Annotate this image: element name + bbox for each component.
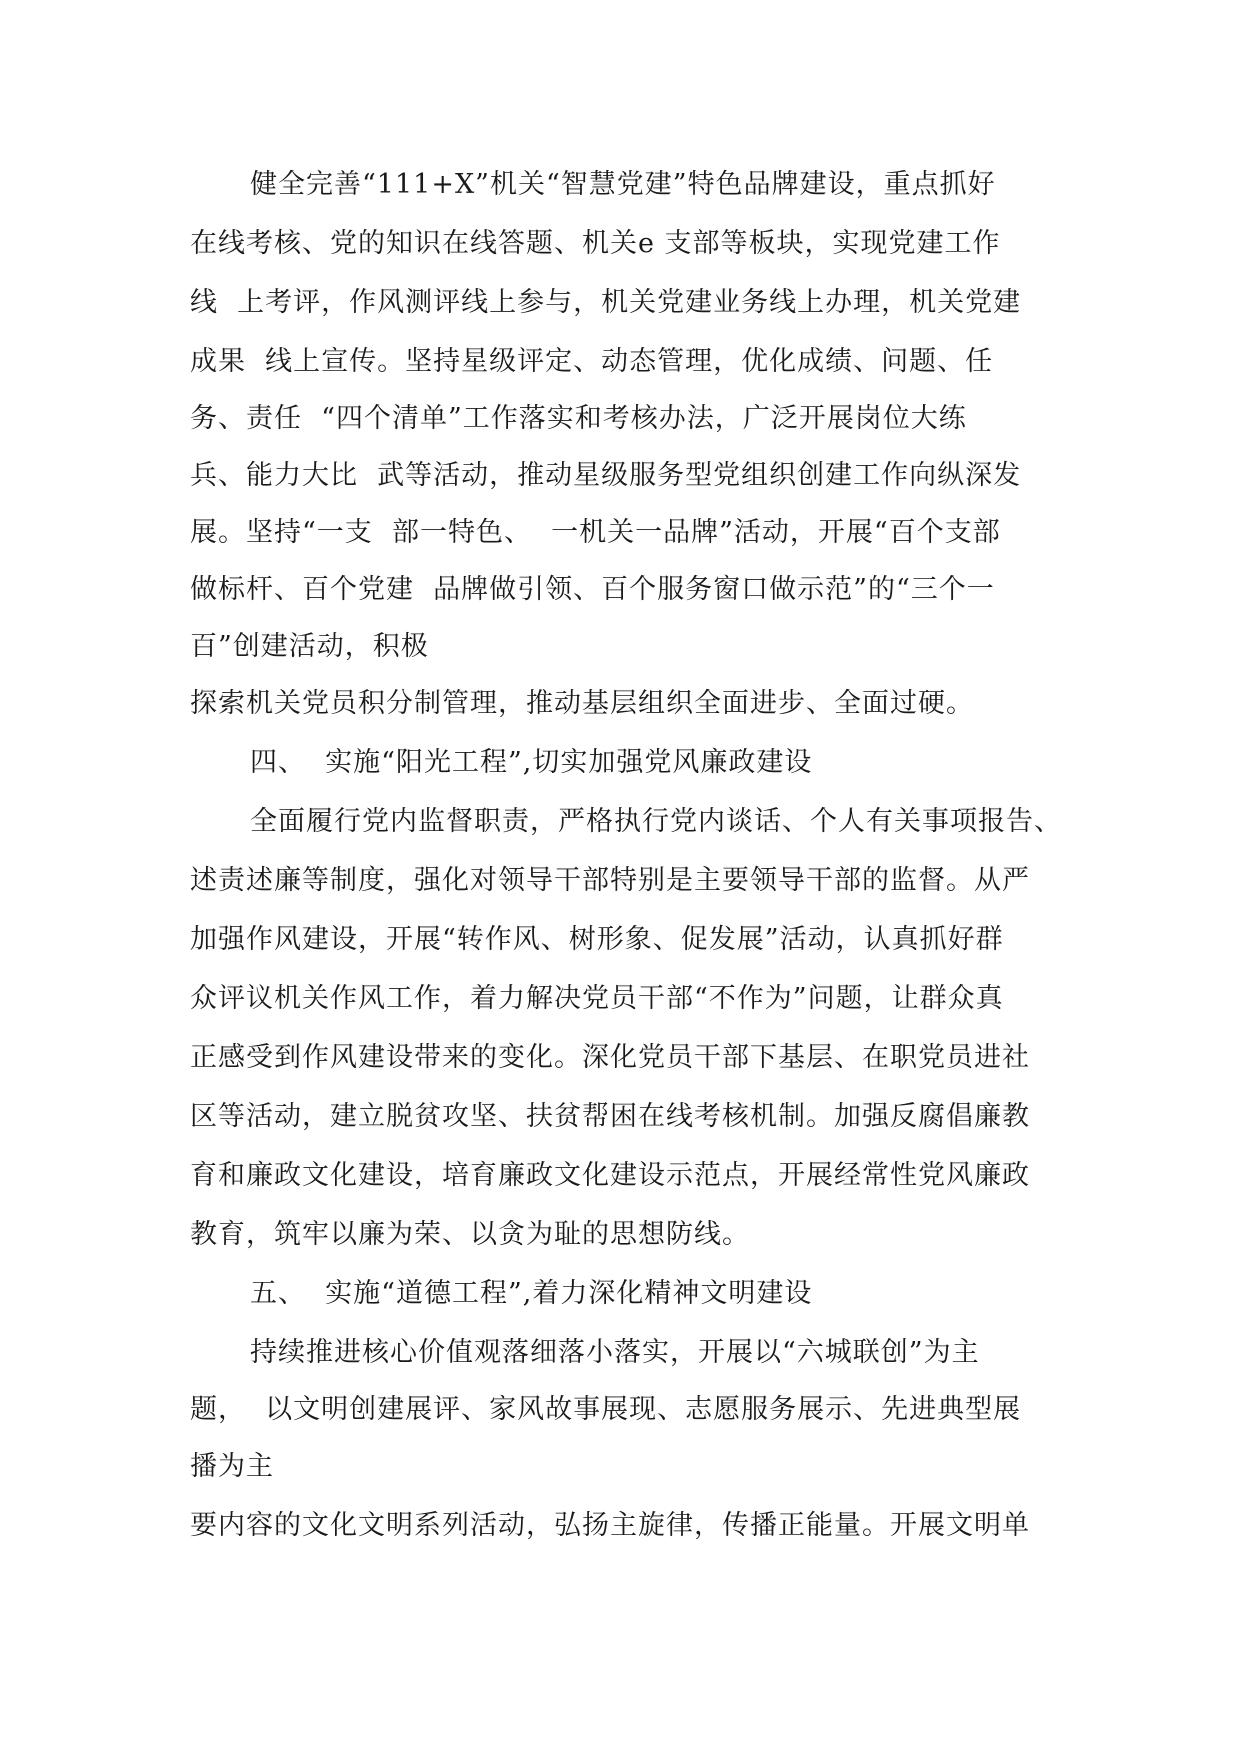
paragraph-line: 在线考核、党的知识在线答题、机关e 支部等板块，实现党建工作 <box>190 228 1001 259</box>
paragraph-line: 健全完善“111+X”机关“智慧党建”特色品牌建设，重点抓好 <box>250 169 996 200</box>
section-heading-5: 五、 实施“道德工程”,着力深化精神文明建设 <box>250 1278 813 1309</box>
paragraph-line: 教育，筑牢以廉为荣、以贪为耻的思想防线。 <box>190 1219 750 1250</box>
paragraph-line: 展。坚持“一支 部一特色、 一机关一品牌”活动，开展“百个支部 <box>190 517 1001 548</box>
paragraph-line: 兵、能力大比 武等活动，推动星级服务型党组织创建工作向纵深发 <box>190 460 1022 491</box>
paragraph-line: 题， 以文明创建展评、家风故事展现、志愿服务展示、先进典型展 <box>190 1394 1022 1425</box>
paragraph-line: 要内容的文化文明系列活动，弘扬主旋律，传播正能量。开展文明单 <box>190 1510 1030 1541</box>
paragraph-line: 述责述廉等制度，强化对领导干部特别是主要领导干部的监督。从严 <box>190 865 1030 896</box>
paragraph-line: 播为主 <box>190 1451 274 1482</box>
paragraph-line: 做标杆、百个党建 品牌做引领、百个服务窗口做示范”的“三个一 <box>190 574 995 605</box>
paragraph-line: 正感受到作风建设带来的变化。深化党员干部下基层、在职党员进社 <box>190 1042 1030 1073</box>
paragraph-line: 务、责任 “四个清单”工作落实和考核办法，广泛开展岗位大练 <box>190 403 967 434</box>
paragraph-line: 百”创建活动，积极 <box>190 631 429 662</box>
paragraph-line: 区等活动，建立脱贫攻坚、扶贫帮困在线考核机制。加强反腐倡廉教 <box>190 1101 1030 1132</box>
section-heading-4: 四、 实施“阳光工程”,切实加强党风廉政建设 <box>250 747 813 778</box>
paragraph-line: 成果 线上宣传。坚持星级评定、动态管理，优化成绩、问题、任 <box>190 346 994 377</box>
paragraph-line: 线 上考评，作风测评线上参与，机关党建业务线上办理，机关党建 <box>190 287 1022 318</box>
paragraph-line: 加强作风建设，开展“转作风、树形象、促发展”活动，认真抓好群 <box>190 924 1004 955</box>
paragraph-line: 全面履行党内监督职责，严格执行党内谈话、个人有关事项报告、 <box>250 806 1062 837</box>
paragraph-line: 众评议机关作风工作，着力解决党员干部“不作为”问题，让群众真 <box>190 983 1004 1014</box>
paragraph-line: 育和廉政文化建设，培育廉政文化建设示范点，开展经常性党风廉政 <box>190 1160 1030 1191</box>
paragraph-line: 持续推进核心价值观落细落小落实，开展以“六城联创”为主 <box>250 1337 980 1368</box>
paragraph-line: 探索机关党员积分制管理，推动基层组织全面进步、全面过硬。 <box>190 688 974 719</box>
